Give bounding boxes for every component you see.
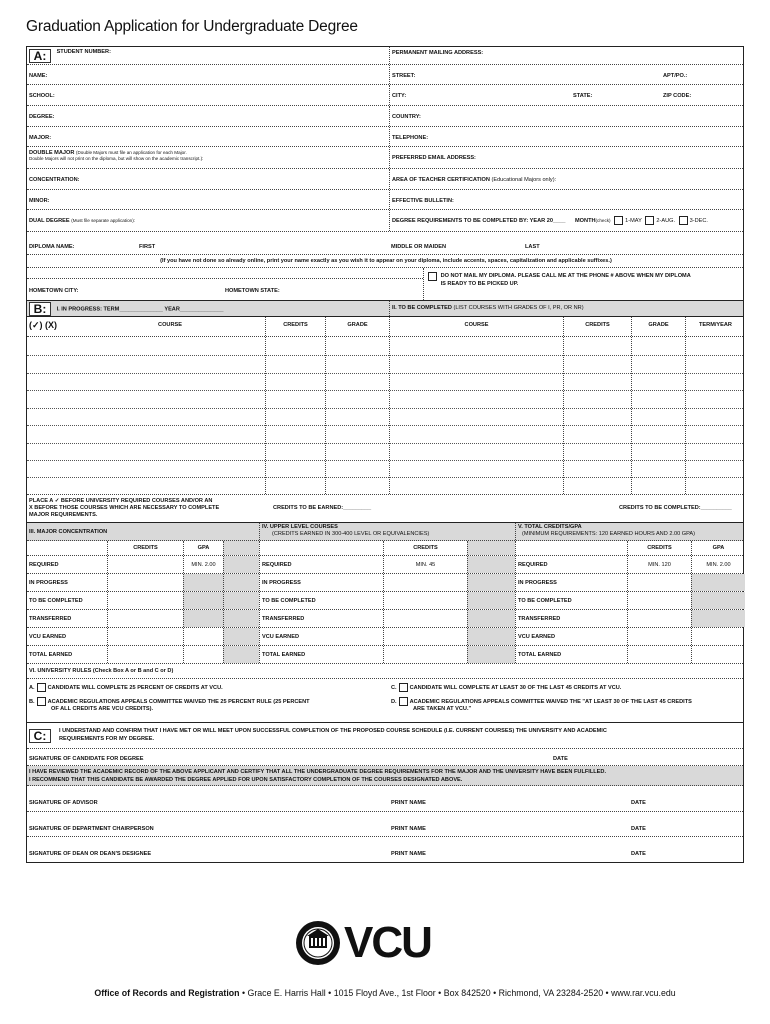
to-be-completed-note: (LIST COURSES WITH GRADES OF I, PR, OR NR) [453,305,584,311]
concentration-field[interactable]: CONCENTRATION: [29,177,80,183]
summary-credits-cell-3[interactable] [627,628,691,645]
summary-shade-1 [223,541,259,555]
teacher-cert-label: AREA OF TEACHER CERTIFICATION [392,177,490,183]
grade-header-right: GRADE [631,317,685,336]
summary-row[interactable] [27,610,743,628]
preferred-email-field[interactable]: PREFERRED EMAIL ADDRESS: [389,147,745,168]
telephone-field[interactable]: TELEPHONE: [389,127,745,146]
rule-a-checkbox[interactable] [37,683,46,692]
graduation-form [26,46,744,863]
summary-row[interactable] [27,592,743,610]
street-field[interactable]: STREET: [389,65,649,84]
rule-b[interactable] [27,697,387,719]
row-section-c-confirm [27,723,743,749]
school-field[interactable]: SCHOOL: [29,93,55,99]
city-field[interactable]: CITY: [389,85,569,105]
footer-address: • Grace E. Harris Hall • 1015 Floyd Ave., 1st Floor • Box 842520 • Richmond, VA 23284-2520 • www.rar.vcu.edu [239,988,676,998]
major-concentration-header: III. MAJOR CONCENTRATION [29,529,108,535]
summary-label-2: REQUIRED [259,556,383,573]
do-not-mail-text [441,272,691,288]
summary-credits-cell-2[interactable] [383,628,467,645]
hometown-city-field[interactable]: HOMETOWN CITY: [29,288,79,294]
to-be-completed-label: II. TO BE COMPLETED [392,305,452,311]
advisor-print-name-field[interactable]: PRINT NAME [391,800,426,806]
student-number-label: STUDENT NUMBER: [56,49,111,55]
section-a-label: A: [29,49,51,63]
name-field[interactable]: NAME: [29,73,48,79]
summary-credits-cell-1[interactable] [107,574,183,591]
row-rules[interactable] [27,679,743,723]
hometown-state-field[interactable]: HOMETOWN STATE: [225,288,280,294]
month-check-note: (check) [595,217,611,223]
summary-gpa-cell-1[interactable] [183,646,223,663]
rule-c-label: C. [391,684,397,691]
credits-to-be-completed[interactable]: CREDITS TO BE COMPLETED:__________ [619,505,732,511]
summary-label-2: TOTAL EARNED [259,646,383,663]
course-row-line [27,443,743,444]
course-row-line [27,355,743,356]
summary-label-1: TO BE COMPLETED [29,598,83,604]
grid-divider [265,337,266,494]
summary-gpa-cell-1[interactable]: MIN. 2.00 [183,556,223,573]
rule-c-checkbox[interactable] [399,683,408,692]
summary-extra-cell-2[interactable] [467,574,515,591]
summary-extra-cell-1[interactable] [223,628,259,645]
do-not-mail-text-2: IS READY TO BE PICKED UP. [440,281,519,287]
summary-label-1: TOTAL EARNED [29,652,73,658]
review-text [27,766,745,785]
teacher-cert-note: (Educational Majors only): [491,177,557,183]
summary-credits-cell-1[interactable] [107,646,183,663]
summary-label-1: VCU EARNED [29,634,66,640]
double-major-note-1: (Double Majors must file an application for each Major. [75,150,187,155]
confirm-text-2: REQUIREMENTS FOR MY DEGREE. [59,736,155,742]
country-field[interactable]: COUNTRY: [389,106,745,126]
dec-label: 3-DEC. [689,217,708,224]
middle-name-field[interactable]: MIDDLE OR MAIDEN [391,244,447,250]
rule-b-text-2: OF ALL CREDITS ARE VCU CREDITS). [51,706,154,712]
summary-row[interactable] [27,556,743,574]
upper-level-note: (CREDITS EARNED IN 300-400 LEVEL OR EQUIVALENCIES) [272,531,430,537]
course-row-line [27,390,743,391]
row-review [27,766,743,786]
row-hometown[interactable] [27,268,743,301]
row-diploma-note [27,255,743,268]
dual-degree-label: DUAL DEGREE [29,218,70,224]
total-credits-label: V. TOTAL CREDITS/GPA [518,524,582,530]
summary-label-2: TRANSFERRED [259,610,383,627]
rule-d-text-1: ACADEMIC REGULATIONS APPEALS COMMITTEE WAIVED THE "AT LEAST 30 OF THE LAST 45 CREDITS [409,698,692,705]
rule-d[interactable] [389,697,745,719]
summary-credits-cell-3[interactable] [627,646,691,663]
summary-credits-cell-2[interactable] [383,646,467,663]
may-checkbox[interactable] [614,216,623,225]
teacher-cert-field[interactable] [389,169,745,189]
row-summary-headers [27,523,743,541]
double-major-note-2: Double Majors will not print on the diploma, but will show on the academic transcript.): [29,156,204,161]
summary-row[interactable] [27,646,743,664]
summary-gpa-cell-3[interactable] [691,592,745,609]
summary-credits-cell-2[interactable] [383,610,467,627]
zip-field[interactable]: ZIP CODE: [663,93,692,99]
rule-c[interactable] [389,683,745,697]
upper-level-label: IV. UPPER LEVEL COURSES [262,524,338,530]
summary-credits-3: CREDITS [627,541,691,555]
summary-gpa-1: GPA [183,541,223,555]
course-grid[interactable] [27,337,743,495]
degree-field[interactable]: DEGREE: [29,114,55,120]
summary-extra-cell-2[interactable] [467,646,515,663]
place-note-3: MAJOR REQUIREMENTS. [29,512,98,518]
chair-date-field[interactable]: DATE [631,826,646,832]
rule-b-checkbox[interactable] [37,697,46,706]
summary-label-3: TOTAL EARNED [515,646,627,663]
summary-extra-cell-1[interactable] [223,556,259,573]
total-credits-note: (MINIMUM REQUIREMENTS: 120 EARNED HOURS AND 2.00 GPA) [522,531,696,537]
credits-to-be-earned[interactable]: CREDITS TO BE EARNED:_________ [273,505,372,511]
place-note-1: PLACE A ✓ BEFORE UNIVERSITY REQUIRED COURSES AND/OR AN [29,498,213,504]
aug-checkbox[interactable] [645,216,654,225]
advisor-date-field[interactable]: DATE [631,800,646,806]
dean-date-field[interactable]: DATE [631,851,646,857]
summary-label-3: REQUIRED [515,556,627,573]
grade-header-left: GRADE [325,317,389,336]
upper-level-header [259,523,515,540]
row-name[interactable] [27,65,743,85]
summary-gpa-cell-1[interactable] [183,574,223,591]
summary-gpa-cell-3[interactable] [691,610,745,627]
row-student-number [27,47,743,65]
row-concentration[interactable] [27,169,743,190]
advisor-signature-field[interactable]: SIGNATURE OF ADVISOR [29,800,98,806]
summary-label-3: VCU EARNED [515,628,627,645]
rule-a-text: CANDIDATE WILL COMPLETE 25 PERCENT OF CREDITS AT VCU. [47,684,223,691]
check-x-header: (✓) (X) [29,320,58,330]
summary-gpa-cell-3[interactable] [691,628,745,645]
rule-d-checkbox[interactable] [399,697,408,706]
in-progress-label: I. IN PROGRESS: TERM______________ YEAR______________ [56,306,224,313]
rule-b-label: B. [29,698,35,705]
summary-gpa-cell-1[interactable] [183,592,223,609]
row-diploma-name[interactable] [27,232,743,255]
place-note [27,495,257,522]
row-course-headers [27,317,743,337]
footer [0,988,770,998]
course-row-line [27,477,743,478]
summary-shade-2 [467,541,515,555]
minor-field[interactable]: MINOR: [29,198,50,204]
dual-degree-field[interactable] [27,210,389,231]
grid-divider [389,337,390,494]
rule-d-text-2: ARE TAKEN AT VCU." [413,706,472,712]
summary-label-1: IN PROGRESS [29,580,68,586]
summary-extra-cell-2[interactable] [467,556,515,573]
summary-row[interactable] [27,574,743,592]
grid-divider [563,337,564,494]
rule-a[interactable] [27,683,387,697]
grid-divider [685,337,686,494]
summary-credits-1: CREDITS [107,541,183,555]
rule-b-text-1: ACADEMIC REGULATIONS APPEALS COMMITTEE WAIVED THE 25 PERCENT RULE (25 PERCENT [47,698,310,705]
summary-gpa-cell-3[interactable] [691,574,745,591]
major-field[interactable]: MAJOR: [29,135,52,141]
dean-signature-field[interactable]: SIGNATURE OF DEAN OR DEAN'S DESIGNEE [29,851,152,857]
credits-header-right: CREDITS [563,317,631,336]
row-summary-subheaders [27,541,743,556]
rules-heading: VI. UNIVERSITY RULES (Check Box A or B and C or D) [29,668,174,674]
first-name-field[interactable]: FIRST [139,244,156,250]
summary-credits-cell-2[interactable]: MIN. 45 [383,556,467,573]
row-advisor-signature[interactable] [27,786,743,812]
summary-rows [27,556,743,664]
summary-label-3: IN PROGRESS [515,574,627,591]
degree-requirements-field[interactable] [389,210,745,231]
section-c-label: C: [29,729,51,743]
hometown-divider [27,278,423,279]
summary-credits-cell-1[interactable] [107,592,183,609]
state-field[interactable]: STATE: [573,93,593,99]
summary-extra-cell-2[interactable] [467,592,515,609]
summary-extra-cell-1[interactable] [223,610,259,627]
row-candidate-signature[interactable] [27,749,743,766]
course-row-line [27,373,743,374]
summary-label-2: IN PROGRESS [259,574,383,591]
summary-label-3: TRANSFERRED [515,610,627,627]
candidate-date-field[interactable]: DATE [553,756,568,762]
course-header-left: COURSE [158,322,182,328]
row-dual-degree[interactable] [27,210,743,232]
effective-bulletin-field[interactable]: EFFECTIVE BULLETIN: [389,190,745,209]
credits-header-left: CREDITS [265,317,325,336]
summary-row[interactable] [27,628,743,646]
summary-credits-cell-3[interactable] [627,592,691,609]
course-header-right: COURSE [389,317,563,336]
rule-a-label: A. [29,684,35,691]
diploma-name-label: DIPLOMA NAME: [29,244,75,250]
summary-gpa-3: GPA [691,541,745,555]
aug-label: 2-AUG. [656,217,676,224]
last-name-field[interactable]: LAST [525,244,540,250]
degree-req-label: DEGREE REQUIREMENTS TO BE COMPLETED BY: YEAR 20____ [392,217,566,224]
row-major[interactable] [27,127,743,147]
course-row-line [27,425,743,426]
permanent-address-label: PERMANENT MAILING ADDRESS: [389,47,745,64]
summary-gpa-cell-3[interactable]: MIN. 2.00 [691,556,745,573]
summary-extra-cell-1[interactable] [223,592,259,609]
vcu-logo [294,918,454,968]
vcu-logo-text: VCU [344,918,431,967]
course-row-line [27,408,743,409]
candidate-signature-field[interactable]: SIGNATURE OF CANDIDATE FOR DEGREE [29,756,144,762]
summary-gpa-cell-3[interactable] [691,646,745,663]
dean-print-name-field[interactable]: PRINT NAME [391,851,426,857]
review-text-1: I HAVE REVIEWED THE ACADEMIC RECORD OF THE ABOVE APPLICANT AND CERTIFY THAT ALL THE UNDERGRADUATE DEGREE REQUIREMENTS FOR THE MAJOR AND THE UNIVERSITY HAVE BEEN FULFILLED. [29,769,607,775]
summary-extra-cell-2[interactable] [467,610,515,627]
summary-credits-cell-2[interactable] [383,592,467,609]
row-degree[interactable] [27,106,743,127]
summary-label-2: TO BE COMPLETED [259,592,383,609]
chair-print-name-field[interactable]: PRINT NAME [391,826,426,832]
summary-gpa-cell-1[interactable] [183,610,223,627]
diploma-note: (If you have not done so already online, print your name exactly as you wish it to appear on your diploma, include accents, spaces, capitalization and applicable suffixes.) [160,258,612,264]
month-label: MONTH [575,217,596,224]
to-be-completed-header [389,301,745,316]
confirm-text [57,723,745,748]
summary-extra-cell-1[interactable] [223,646,259,663]
row-double-major[interactable] [27,147,743,169]
double-major-field[interactable] [27,147,389,168]
summary-credits-cell-1[interactable] [107,610,183,627]
row-minor[interactable] [27,190,743,210]
section-b-label: B: [29,302,51,316]
grid-divider [631,337,632,494]
summary-divider [515,541,516,555]
summary-label-1: TRANSFERRED [29,616,72,622]
summary-extra-cell-1[interactable] [223,574,259,591]
double-major-label: DOUBLE MAJOR [29,150,75,156]
row-credits-earned [27,495,743,523]
row-chair-signature[interactable] [27,812,743,837]
row-dean-signature[interactable] [27,837,743,862]
summary-divider [259,541,260,555]
apt-field[interactable]: APT/PO.: [663,73,688,79]
summary-credits-cell-3[interactable] [627,574,691,591]
summary-gpa-cell-1[interactable] [183,628,223,645]
summary-label-2: VCU EARNED [259,628,383,645]
summary-credits-cell-2[interactable] [383,574,467,591]
term-year-header: TERM/YEAR [685,317,745,336]
chair-signature-field[interactable]: SIGNATURE OF DEPARTMENT CHAIRPERSON [29,826,154,832]
review-text-2: I RECOMMEND THAT THIS CANDIDATE BE AWARDED THE DEGREE APPLIED FOR UPON SATISFACTORY COMPLETION OF THE COURSES DESIGNATED ABOVE. [29,777,463,783]
summary-label-3: TO BE COMPLETED [515,592,627,609]
grid-divider [325,337,326,494]
summary-credits-cell-1[interactable] [107,628,183,645]
course-row-line [27,460,743,461]
confirm-text-1: I UNDERSTAND AND CONFIRM THAT I HAVE MET OR WILL MEET UPON SUCCESSFUL COMPLETION OF THE PROPOSED COURSE SCHEDULE (I.E. CURRENT COURSES) THE UNIVERSITY AND ACADEMIC [59,728,607,734]
may-label: 1-MAY [625,217,642,224]
rule-d-label: D. [391,698,397,705]
total-credits-header [515,523,745,540]
summary-credits-cell-3[interactable] [627,610,691,627]
do-not-mail-option[interactable] [423,268,745,300]
summary-credits-cell-3[interactable]: MIN. 120 [627,556,691,573]
row-school[interactable] [27,85,743,106]
dual-degree-note: (Must file separate application): [71,218,136,223]
place-note-2: X BEFORE THOSE COURSES WHICH ARE NECESSARY TO COMPLETE [29,505,220,511]
page-title: Graduation Application for Undergraduate Degree [26,18,358,35]
summary-label-1: REQUIRED [29,562,59,568]
do-not-mail-checkbox[interactable] [428,272,437,281]
summary-extra-cell-2[interactable] [467,628,515,645]
row-rules-heading [27,664,743,679]
row-section-b-header [27,301,743,317]
summary-credits-2: CREDITS [383,541,467,555]
summary-credits-cell-1[interactable] [107,556,183,573]
do-not-mail-text-1: DO NOT MAIL MY DIPLOMA. PLEASE CALL ME AT THE PHONE # ABOVE WHEN MY DIPLOMA [440,273,691,279]
dec-checkbox[interactable] [679,216,688,225]
footer-office: Office of Records and Registration [94,988,240,998]
rule-c-text: CANDIDATE WILL COMPLETE AT LEAST 30 OF THE LAST 45 CREDITS AT VCU. [409,684,622,691]
